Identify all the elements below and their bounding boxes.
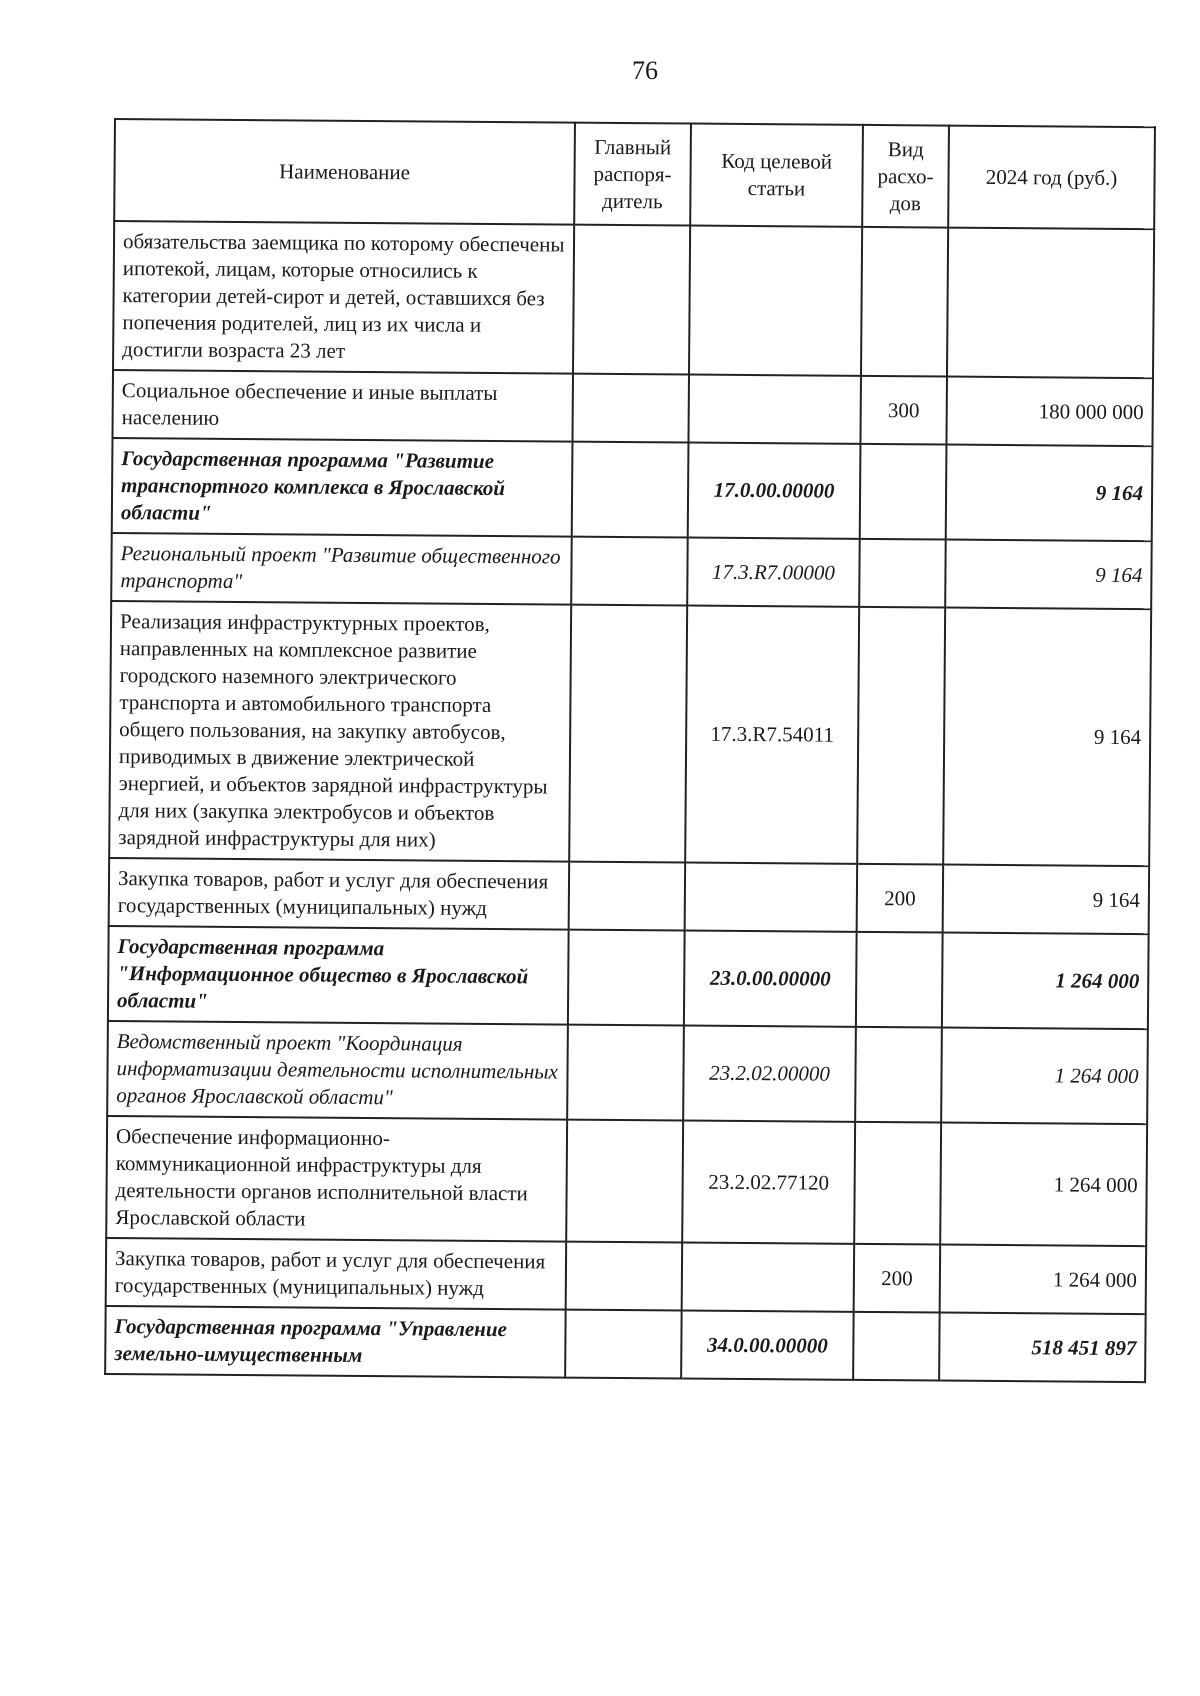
row-code: 17.0.00.00000 <box>688 443 861 539</box>
row-manager <box>566 1242 683 1311</box>
row-amount: 1 264 000 <box>940 1123 1147 1247</box>
row-name: Обеспечение информационно-коммуникационной инфраструктуры для деятельности органов исполнительной власти Ярославской области <box>106 1116 567 1242</box>
row-amount: 1 264 000 <box>940 1245 1147 1315</box>
row-amount: 9 164 <box>946 445 1153 542</box>
row-code: 23.2.02.00000 <box>683 1026 856 1122</box>
row-name: Государственная программа "Управление земельно-имущественным <box>105 1306 566 1378</box>
row-type <box>859 539 946 608</box>
table-row <box>112 370 1153 446</box>
row-manager <box>569 605 687 863</box>
row-name: Государственная программа "Развитие транспортного комплекса в Ярославской области" <box>112 438 573 537</box>
header-type: Вид расхо-дов <box>862 125 949 228</box>
row-code: 17.3.R7.54011 <box>685 606 859 864</box>
row-manager <box>571 537 688 606</box>
row-amount: 1 264 000 <box>942 933 1149 1030</box>
row-type: 200 <box>854 1244 941 1313</box>
row-amount: 9 164 <box>945 540 1152 610</box>
row-type <box>855 1027 942 1123</box>
row-amount: 1 264 000 <box>941 1028 1148 1125</box>
row-code <box>682 1242 855 1311</box>
row-manager <box>573 225 690 375</box>
row-code <box>688 375 861 444</box>
table-row <box>106 1238 1147 1314</box>
table-row-program <box>108 926 1149 1029</box>
table-row-program <box>105 1306 1146 1382</box>
row-manager <box>565 1310 682 1379</box>
table-row <box>109 601 1151 866</box>
row-type: 200 <box>857 864 944 933</box>
header-amount: 2024 год (руб.) <box>948 126 1155 230</box>
page-number: 76 <box>632 56 658 85</box>
row-code: 17.3.R7.00000 <box>687 538 860 607</box>
budget-table <box>104 118 1156 1383</box>
row-name: Государственная программа "Информационное общество в Ярославской области" <box>108 926 569 1025</box>
table-row-project <box>107 1021 1148 1124</box>
row-manager <box>569 862 686 931</box>
header-name: Наименование <box>114 119 575 225</box>
row-code <box>689 226 862 376</box>
row-type <box>861 227 948 377</box>
table-header-row <box>114 119 1155 229</box>
table-row <box>113 221 1154 378</box>
row-amount: 180 000 000 <box>946 377 1153 447</box>
table-row-project <box>111 533 1152 609</box>
row-type <box>857 607 945 865</box>
table-row <box>106 1116 1147 1246</box>
row-name: обязательства заемщика по которому обеспечены ипотекой, лицам, которые относились к категории детей-сирот и детей, оставшихся без попечения родителей, лиц из их числа и достигли возраста 23 лет <box>113 221 574 374</box>
table-row <box>109 858 1150 934</box>
row-name: Закупка товаров, работ и услуг для обеспечения государственных (муниципальных) нужд <box>109 858 570 930</box>
row-amount: 518 451 897 <box>939 1313 1146 1383</box>
row-code <box>685 863 858 932</box>
row-manager <box>568 930 685 1026</box>
row-amount: 9 164 <box>943 865 1150 935</box>
row-name: Реализация инфраструктурных проектов, направленных на комплексное развитие городского наземного электрического транспорта и автомобильного транспорта общего пользования, на закупку автобусов, приводимых в движение электрической энергией, и объектов зарядной инфраструктуры для них (закупка электробусов и объектов зарядной инфраструктуры для них) <box>109 601 571 862</box>
row-code: 23.0.00.00000 <box>684 931 857 1027</box>
row-manager <box>572 374 689 443</box>
row-type: 300 <box>860 376 947 445</box>
row-type <box>860 444 947 540</box>
row-type <box>854 1122 941 1245</box>
header-manager: Главный распоря-дитель <box>574 123 691 226</box>
row-manager <box>572 442 689 538</box>
row-name: Социальное обеспечение и иные выплаты населению <box>112 370 573 442</box>
row-name: Закупка товаров, работ и услуг для обеспечения государственных (муниципальных) нужд <box>106 1238 567 1310</box>
row-name: Региональный проект "Развитие общественного транспорта" <box>111 533 572 605</box>
row-type <box>853 1312 940 1381</box>
row-type <box>856 932 943 1028</box>
row-name: Ведомственный проект "Координация информатизации деятельности исполнительных органов Ярославской области" <box>107 1021 568 1120</box>
header-code: Код целевой статьи <box>690 124 863 227</box>
row-code: 34.0.00.00000 <box>681 1310 854 1379</box>
table-row-program <box>112 438 1153 541</box>
row-manager <box>566 1120 683 1243</box>
row-amount <box>947 228 1154 379</box>
row-code: 23.2.02.77120 <box>682 1121 855 1244</box>
row-manager <box>567 1025 684 1121</box>
row-amount: 9 164 <box>943 608 1151 867</box>
